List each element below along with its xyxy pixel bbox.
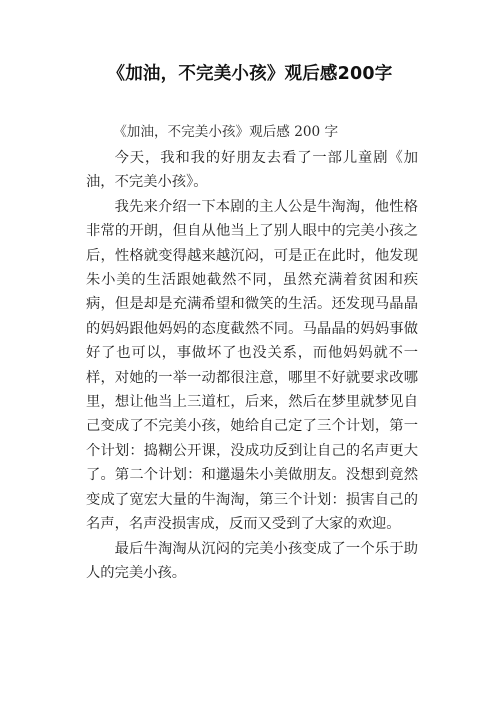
paragraph-main: 我先来介绍一下本剧的主人公是牛淘淘，他性格非常的开朗，但自从他当上了别人眼中的完美小孩之后，性格就变得越来越沉闷，可是正在此时，他发现朱小美的生活跟她截然不同，虽然充满着贫困和疾病，但是却是充满希望和微笑的生活。还发现马晶晶的妈妈跟他妈妈的态度截然不同。马晶晶的妈妈事做好了也可以，事做坏了也没关系，而他妈妈就不一样，对她的一举一动都很注意，哪里不好就要求改哪里，想让他当上三道杠，后来，然后在梦里就梦见自己变成了不完美小孩，她给自己定了三个计划，第一个计划：捣糊公开课，没成功反到让自己的名声更大了。第二个计划：和邋遢朱小美做朋友。没想到竟然变成了宽宏大量的牛淘淘，第三个计划：损害自己的名声，名声没损害成，反而又受到了大家的欢迎。 — [86, 198, 418, 533]
document-title: 《加油，不完美小孩》观后感200字 — [107, 64, 393, 84]
document-body — [86, 120, 418, 585]
document-subtitle: 《加油，不完美小孩》观后感 200 字 — [113, 124, 339, 140]
paragraph-conclusion: 最后牛淘淘从沉闷的完美小孩变成了一个乐于助人的完美小孩。 — [86, 540, 418, 581]
paragraph-intro: 今天，我和我的好朋友去看了一部儿童剧《加油，不完美小孩》。 — [86, 150, 418, 191]
